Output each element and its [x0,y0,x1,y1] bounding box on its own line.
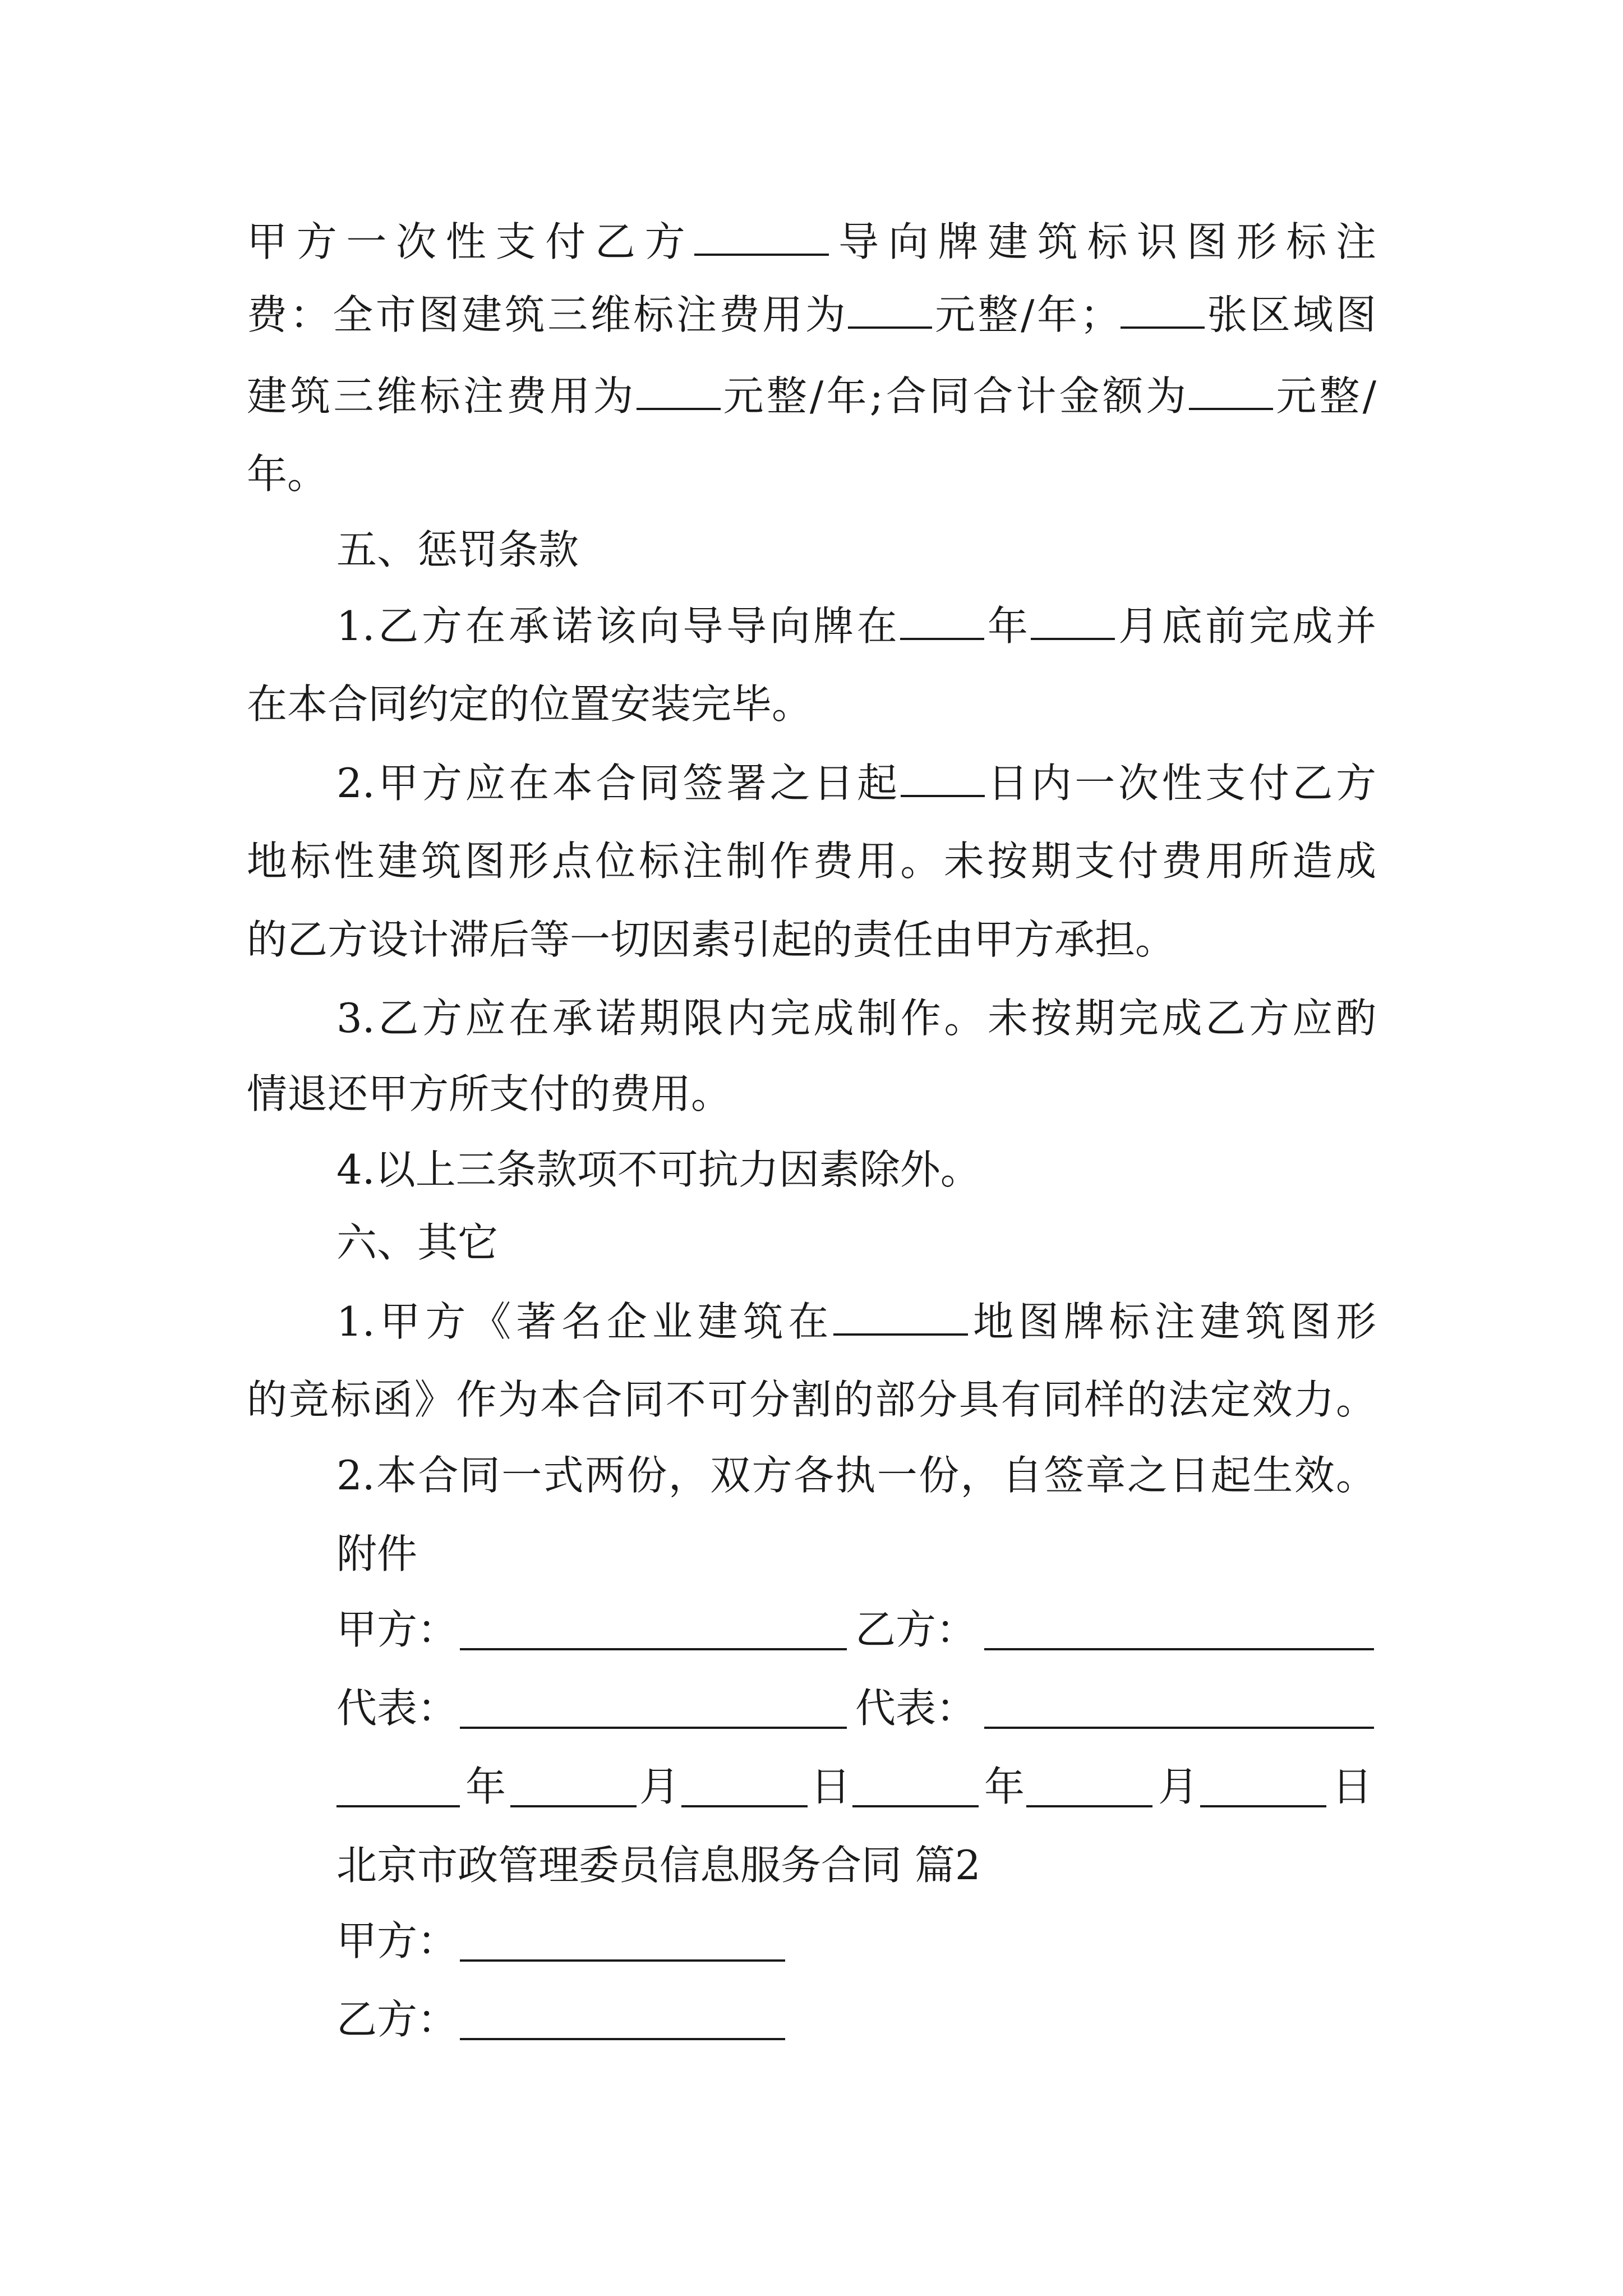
text-segment: 2.本合同一式两份，双方各执一份，自签章之日起生效。 [336,1452,1376,1499]
text-segment: 情退还甲方所支付的费用。 [247,1070,732,1117]
date-blank [681,1805,808,1807]
fill-in-blank [900,597,984,640]
section2-title: 北京市政管理委员信息服务合同 篇2 [336,1842,981,1889]
text-segment: 3.乙方应在承诺期限内完成制作。未按期完成乙方应酌 [336,995,1376,1042]
date-blank [1200,1805,1326,1807]
fill-in-blank [848,286,932,329]
text-line [247,676,812,732]
text-segment: 年 [984,602,1031,650]
section2-party-a-label: 甲方： [336,1917,458,1964]
party-b-signature-line [984,1648,1374,1650]
rep-a-signature-line [460,1727,847,1729]
party-a-signature-line [460,1648,847,1650]
date-blank [336,1805,460,1807]
text-segment: 地标性建筑图形点位标注制作费用。未按期支付费用所造成 [247,838,1376,885]
text-segment: 张区域图 [1204,291,1376,338]
date-unit: 日 [1332,1763,1373,1810]
fill-in-blank [1121,286,1205,329]
section2-party-b-line [460,2038,785,2040]
date-unit: 年 [984,1763,1025,1810]
text-segment: 年。 [247,450,328,498]
text-line [247,446,328,502]
rep-a-label: 代表： [336,1685,458,1732]
text-line [336,1293,1376,1350]
fill-in-blank [1189,367,1273,410]
date-unit: 年 [465,1763,506,1810]
text-segment: 在本合同约定的位置安装完毕。 [247,680,813,728]
attachment-label [336,1526,417,1582]
text-line [247,286,1376,343]
section2-party-b-label: 乙方： [336,1996,458,2043]
text-segment: 的乙方设计滞后等一切因素引起的责任由甲方承担。 [247,916,1176,963]
date-unit: 月 [1158,1763,1199,1810]
text-segment: 1.甲方《著名企业建筑在 [336,1298,834,1345]
fill-in-blank [694,213,829,256]
section-heading [336,522,579,578]
text-segment: 建筑三维标注费用为 [247,372,637,420]
text-segment: 月底前完成并 [1115,602,1376,650]
text-segment: 2.甲方应在本合同签署之日起 [336,760,901,807]
text-line [247,1066,731,1122]
party-b-label: 乙方： [855,1606,977,1653]
text-segment: 元整/年;合同合计金额为 [720,372,1189,420]
text-segment: 甲方一次性支付乙方 [247,218,695,265]
rep-b-signature-line [984,1727,1374,1729]
text-segment: 日内一次性支付乙方 [984,760,1376,807]
fill-in-blank [901,754,985,797]
date-blank [852,1805,979,1807]
date-unit: 月 [639,1763,680,1810]
text-line [247,213,1376,270]
text-line [336,1447,1376,1503]
text-segment: 4.以上三条款项不可抗力因素除外。 [336,1146,981,1193]
heading-text: 五、惩罚条款 [336,526,579,573]
text-segment: 元整/ [1273,372,1376,420]
date-unit: 日 [810,1763,851,1810]
rep-b-label: 代表： [855,1685,977,1732]
section2-party-a-line [460,1959,785,1962]
date-blank [510,1805,637,1807]
text-line [336,1142,981,1198]
fill-in-blank [637,367,721,410]
text-line [336,990,1376,1046]
section-heading [336,1214,498,1271]
fill-in-blank [1031,597,1115,640]
fill-in-blank [833,1293,968,1336]
text-line [247,912,1175,968]
text-line [247,833,1376,889]
text-segment: 的竞标函》作为本合同不可分割的部分具有同样的法定效力。 [247,1376,1376,1423]
heading-text: 六、其它 [336,1219,499,1266]
text-line [247,367,1376,424]
text-line [336,754,1376,811]
party-a-label: 甲方： [336,1606,458,1653]
text-segment: 地图牌标注建筑图形 [968,1298,1376,1345]
text-line [247,1372,1376,1428]
text-segment: 1.乙方在承诺该向导导向牌在 [336,602,901,650]
text-segment: 导向牌建筑标识图形标注 [829,218,1376,265]
text-line [336,597,1376,654]
date-blank [1026,1805,1152,1807]
text-segment: 费：全市图建筑三维标注费用为 [247,291,849,338]
text-segment: 元整/年； [932,291,1121,338]
text-segment: 附件 [336,1530,418,1577]
